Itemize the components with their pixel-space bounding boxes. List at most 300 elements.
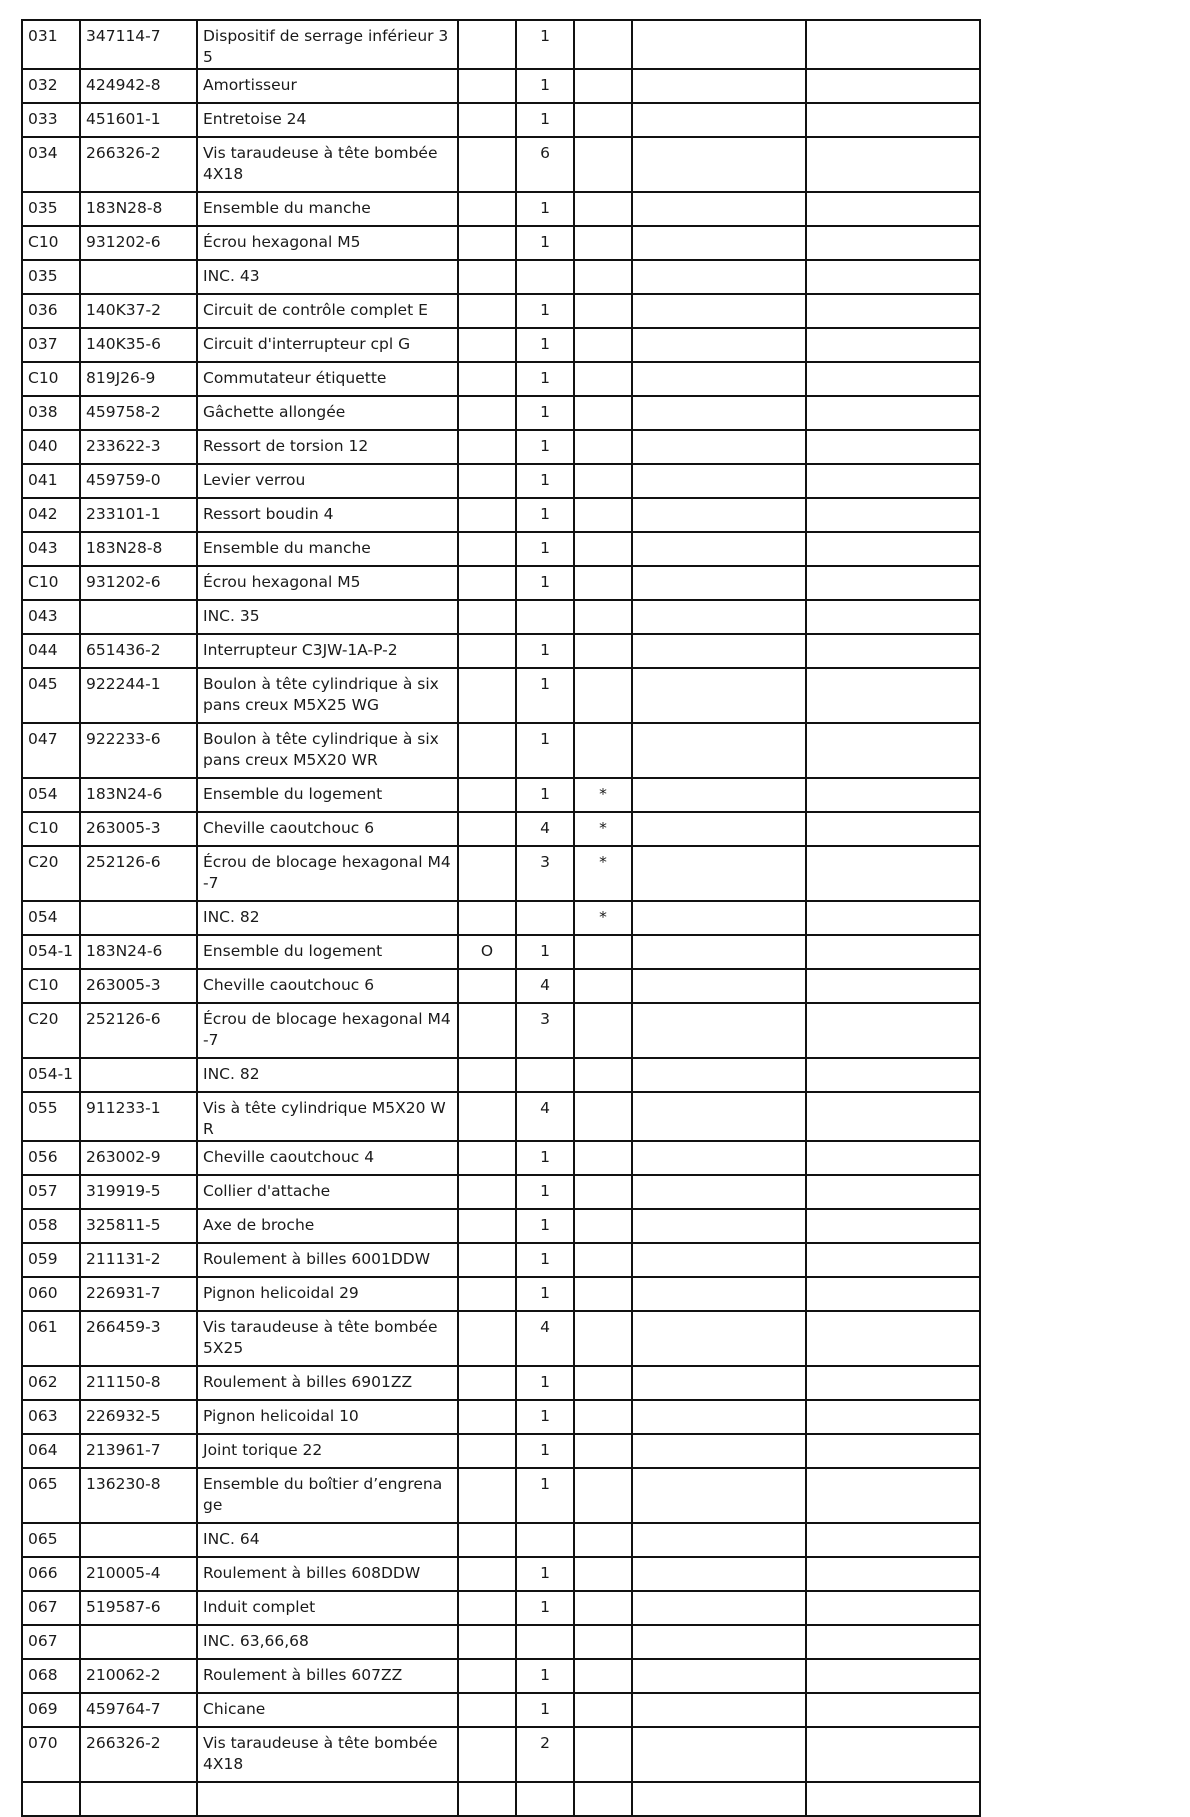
table-row [22, 1366, 980, 1400]
marker-cell [574, 1209, 632, 1243]
item-number-cell [22, 1782, 80, 1816]
marker-cell [574, 1366, 632, 1400]
empty-cell [806, 69, 980, 103]
option-flag-cell [458, 812, 516, 846]
item-number-cell: 059 [22, 1243, 80, 1277]
quantity-cell: 1 [516, 1366, 574, 1400]
item-number-cell: C10 [22, 226, 80, 260]
option-flag-cell [458, 1058, 516, 1092]
part-code-cell: 819J26-9 [80, 362, 197, 396]
empty-cell [632, 901, 806, 935]
empty-cell [632, 1727, 806, 1782]
quantity-cell: 1 [516, 668, 574, 723]
quantity-cell: 1 [516, 1434, 574, 1468]
empty-cell [806, 723, 980, 778]
empty-cell [632, 1209, 806, 1243]
empty-cell [632, 668, 806, 723]
quantity-cell: 1 [516, 294, 574, 328]
marker-cell [574, 1311, 632, 1366]
marker-cell [574, 1277, 632, 1311]
table-row [22, 634, 980, 668]
option-flag-cell [458, 1625, 516, 1659]
description-cell: Circuit d'interrupteur cpl G [197, 328, 458, 362]
marker-cell [574, 1782, 632, 1816]
option-flag-cell [458, 328, 516, 362]
marker-cell [574, 226, 632, 260]
option-flag-cell [458, 1434, 516, 1468]
empty-cell [806, 464, 980, 498]
empty-cell [632, 1591, 806, 1625]
table-row [22, 137, 980, 192]
item-number-cell: C10 [22, 969, 80, 1003]
option-flag-cell [458, 1003, 516, 1058]
option-flag-cell [458, 634, 516, 668]
option-flag-cell [458, 1693, 516, 1727]
description-cell: INC. 82 [197, 1058, 458, 1092]
marker-cell [574, 137, 632, 192]
marker-cell [574, 1468, 632, 1523]
empty-cell [632, 1277, 806, 1311]
empty-cell [632, 498, 806, 532]
description-cell: Ressort de torsion 12 [197, 430, 458, 464]
quantity-cell: 4 [516, 969, 574, 1003]
quantity-cell: 1 [516, 1277, 574, 1311]
option-flag-cell [458, 668, 516, 723]
part-code-cell: 183N24-6 [80, 935, 197, 969]
empty-cell [632, 1523, 806, 1557]
option-flag-cell [458, 1782, 516, 1816]
table-row [22, 566, 980, 600]
table-row [22, 812, 980, 846]
item-number-cell: 040 [22, 430, 80, 464]
empty-cell [632, 532, 806, 566]
empty-cell [632, 1659, 806, 1693]
part-code-cell: 347114-7 [80, 20, 197, 69]
parts-table-body [22, 20, 980, 1816]
empty-cell [806, 1434, 980, 1468]
empty-cell [806, 1625, 980, 1659]
part-code-cell: 211150-8 [80, 1366, 197, 1400]
marker-cell [574, 1591, 632, 1625]
quantity-cell: 1 [516, 1468, 574, 1523]
description-cell: Vis taraudeuse à tête bombée 5X25 [197, 1311, 458, 1366]
empty-cell [632, 1693, 806, 1727]
part-code-cell: 451601-1 [80, 103, 197, 137]
table-row [22, 1625, 980, 1659]
empty-cell [632, 1311, 806, 1366]
description-cell: Cheville caoutchouc 6 [197, 812, 458, 846]
item-number-cell: 065 [22, 1468, 80, 1523]
item-number-cell: C10 [22, 362, 80, 396]
empty-cell [632, 812, 806, 846]
table-row [22, 935, 980, 969]
quantity-cell [516, 1625, 574, 1659]
quantity-cell: 1 [516, 1400, 574, 1434]
quantity-cell: 1 [516, 20, 574, 69]
empty-cell [806, 1141, 980, 1175]
empty-cell [632, 1003, 806, 1058]
part-code-cell: 140K35-6 [80, 328, 197, 362]
marker-cell [574, 1523, 632, 1557]
option-flag-cell [458, 1557, 516, 1591]
part-code-cell: 263005-3 [80, 969, 197, 1003]
quantity-cell: 1 [516, 1141, 574, 1175]
empty-cell [632, 1400, 806, 1434]
description-cell [197, 1782, 458, 1816]
marker-cell [574, 1092, 632, 1141]
item-number-cell: 033 [22, 103, 80, 137]
part-code-cell: 140K37-2 [80, 294, 197, 328]
part-code-cell: 319919-5 [80, 1175, 197, 1209]
marker-cell [574, 20, 632, 69]
part-code-cell: 263005-3 [80, 812, 197, 846]
option-flag-cell: O [458, 935, 516, 969]
table-row [22, 901, 980, 935]
part-code-cell [80, 600, 197, 634]
option-flag-cell [458, 1400, 516, 1434]
item-number-cell: 067 [22, 1625, 80, 1659]
item-number-cell: C20 [22, 1003, 80, 1058]
quantity-cell [516, 901, 574, 935]
table-row [22, 1468, 980, 1523]
part-code-cell: 266326-2 [80, 1727, 197, 1782]
empty-cell [632, 1058, 806, 1092]
marker-cell: * [574, 778, 632, 812]
table-row [22, 430, 980, 464]
option-flag-cell [458, 1468, 516, 1523]
option-flag-cell [458, 464, 516, 498]
part-code-cell: 931202-6 [80, 226, 197, 260]
description-cell: INC. 64 [197, 1523, 458, 1557]
table-row [22, 1058, 980, 1092]
marker-cell [574, 498, 632, 532]
empty-cell [806, 294, 980, 328]
empty-cell [806, 137, 980, 192]
empty-cell [806, 1366, 980, 1400]
empty-cell [632, 723, 806, 778]
description-cell: Pignon helicoidal 10 [197, 1400, 458, 1434]
quantity-cell: 1 [516, 103, 574, 137]
item-number-cell: 064 [22, 1434, 80, 1468]
item-number-cell: 062 [22, 1366, 80, 1400]
empty-cell [632, 1625, 806, 1659]
quantity-cell: 1 [516, 498, 574, 532]
item-number-cell: 034 [22, 137, 80, 192]
description-cell: Cheville caoutchouc 4 [197, 1141, 458, 1175]
description-cell: INC. 63,66,68 [197, 1625, 458, 1659]
description-cell: Ensemble du boîtier d’engrenage [197, 1468, 458, 1523]
item-number-cell: 031 [22, 20, 80, 69]
option-flag-cell [458, 1092, 516, 1141]
description-cell: Vis taraudeuse à tête bombée 4X18 [197, 137, 458, 192]
option-flag-cell [458, 532, 516, 566]
empty-cell [806, 935, 980, 969]
empty-cell [806, 1557, 980, 1591]
quantity-cell: 1 [516, 634, 574, 668]
marker-cell [574, 260, 632, 294]
quantity-cell: 6 [516, 137, 574, 192]
quantity-cell [516, 600, 574, 634]
empty-cell [806, 192, 980, 226]
part-code-cell: 922244-1 [80, 668, 197, 723]
table-row [22, 778, 980, 812]
option-flag-cell [458, 362, 516, 396]
item-number-cell: 055 [22, 1092, 80, 1141]
empty-cell [806, 1693, 980, 1727]
item-number-cell: 035 [22, 260, 80, 294]
empty-cell [806, 1311, 980, 1366]
description-cell: Amortisseur [197, 69, 458, 103]
table-row [22, 846, 980, 901]
part-code-cell: 226932-5 [80, 1400, 197, 1434]
empty-cell [632, 634, 806, 668]
item-number-cell: 043 [22, 600, 80, 634]
table-row [22, 1141, 980, 1175]
description-cell: Axe de broche [197, 1209, 458, 1243]
part-code-cell [80, 1058, 197, 1092]
part-code-cell [80, 1523, 197, 1557]
marker-cell [574, 935, 632, 969]
description-cell: Pignon helicoidal 29 [197, 1277, 458, 1311]
part-code-cell: 210062-2 [80, 1659, 197, 1693]
quantity-cell: 3 [516, 846, 574, 901]
description-cell: Gâchette allongée [197, 396, 458, 430]
empty-cell [806, 901, 980, 935]
marker-cell [574, 1625, 632, 1659]
quantity-cell: 1 [516, 430, 574, 464]
empty-cell [632, 778, 806, 812]
table-row [22, 294, 980, 328]
table-row [22, 1693, 980, 1727]
item-number-cell: 044 [22, 634, 80, 668]
description-cell: Collier d'attache [197, 1175, 458, 1209]
description-cell: Ensemble du manche [197, 192, 458, 226]
table-row [22, 498, 980, 532]
item-number-cell: 054 [22, 778, 80, 812]
option-flag-cell [458, 600, 516, 634]
empty-cell [806, 362, 980, 396]
quantity-cell: 4 [516, 1092, 574, 1141]
part-code-cell: 183N24-6 [80, 778, 197, 812]
table-row [22, 1523, 980, 1557]
part-code-cell: 266326-2 [80, 137, 197, 192]
item-number-cell: 041 [22, 464, 80, 498]
empty-cell [806, 396, 980, 430]
option-flag-cell [458, 1523, 516, 1557]
item-number-cell: 037 [22, 328, 80, 362]
marker-cell [574, 1175, 632, 1209]
item-number-cell: C20 [22, 846, 80, 901]
option-flag-cell [458, 396, 516, 430]
item-number-cell: 063 [22, 1400, 80, 1434]
marker-cell [574, 1400, 632, 1434]
table-row [22, 103, 980, 137]
table-row [22, 328, 980, 362]
item-number-cell: 038 [22, 396, 80, 430]
empty-cell [806, 1092, 980, 1141]
part-code-cell: 233622-3 [80, 430, 197, 464]
empty-cell [632, 192, 806, 226]
part-code-cell [80, 1782, 197, 1816]
option-flag-cell [458, 294, 516, 328]
part-code-cell: 233101-1 [80, 498, 197, 532]
part-code-cell: 213961-7 [80, 1434, 197, 1468]
description-cell: Chicane [197, 1693, 458, 1727]
table-row [22, 1727, 980, 1782]
item-number-cell: 066 [22, 1557, 80, 1591]
quantity-cell [516, 1782, 574, 1816]
table-row [22, 1209, 980, 1243]
item-number-cell: C10 [22, 812, 80, 846]
empty-cell [632, 969, 806, 1003]
quantity-cell: 1 [516, 1591, 574, 1625]
marker-cell [574, 1693, 632, 1727]
marker-cell [574, 103, 632, 137]
empty-cell [806, 226, 980, 260]
marker-cell [574, 1141, 632, 1175]
option-flag-cell [458, 1659, 516, 1693]
empty-cell [806, 1523, 980, 1557]
table-row [22, 1782, 980, 1816]
description-cell: Écrou hexagonal M5 [197, 226, 458, 260]
empty-cell [632, 1782, 806, 1816]
empty-cell [806, 566, 980, 600]
option-flag-cell [458, 20, 516, 69]
item-number-cell: 060 [22, 1277, 80, 1311]
table-row [22, 1400, 980, 1434]
part-code-cell: 263002-9 [80, 1141, 197, 1175]
quantity-cell: 1 [516, 1693, 574, 1727]
empty-cell [806, 1468, 980, 1523]
description-cell: INC. 82 [197, 901, 458, 935]
marker-cell [574, 396, 632, 430]
parts-table [21, 19, 981, 1817]
table-row [22, 1591, 980, 1625]
quantity-cell: 1 [516, 723, 574, 778]
part-code-cell: 252126-6 [80, 1003, 197, 1058]
quantity-cell: 1 [516, 532, 574, 566]
marker-cell [574, 294, 632, 328]
quantity-cell [516, 1523, 574, 1557]
part-code-cell: 459764-7 [80, 1693, 197, 1727]
empty-cell [806, 634, 980, 668]
description-cell: Roulement à billes 607ZZ [197, 1659, 458, 1693]
description-cell: Écrou hexagonal M5 [197, 566, 458, 600]
quantity-cell: 1 [516, 566, 574, 600]
description-cell: Ensemble du logement [197, 935, 458, 969]
empty-cell [806, 1209, 980, 1243]
empty-cell [806, 1591, 980, 1625]
table-row [22, 532, 980, 566]
empty-cell [806, 103, 980, 137]
marker-cell [574, 532, 632, 566]
description-cell: INC. 43 [197, 260, 458, 294]
quantity-cell: 4 [516, 812, 574, 846]
quantity-cell: 1 [516, 192, 574, 226]
quantity-cell: 3 [516, 1003, 574, 1058]
empty-cell [632, 396, 806, 430]
marker-cell [574, 566, 632, 600]
empty-cell [632, 1175, 806, 1209]
option-flag-cell [458, 69, 516, 103]
marker-cell [574, 969, 632, 1003]
marker-cell [574, 1434, 632, 1468]
description-cell: Entretoise 24 [197, 103, 458, 137]
empty-cell [806, 846, 980, 901]
marker-cell [574, 723, 632, 778]
item-number-cell: 065 [22, 1523, 80, 1557]
part-code-cell: 252126-6 [80, 846, 197, 901]
empty-cell [632, 464, 806, 498]
quantity-cell: 4 [516, 1311, 574, 1366]
description-cell: Commutateur étiquette [197, 362, 458, 396]
item-number-cell: 047 [22, 723, 80, 778]
marker-cell [574, 668, 632, 723]
item-number-cell: 069 [22, 1693, 80, 1727]
option-flag-cell [458, 1277, 516, 1311]
marker-cell [574, 1058, 632, 1092]
empty-cell [632, 226, 806, 260]
part-code-cell [80, 901, 197, 935]
table-row [22, 723, 980, 778]
option-flag-cell [458, 192, 516, 226]
part-code-cell: 183N28-8 [80, 532, 197, 566]
quantity-cell: 1 [516, 1659, 574, 1693]
marker-cell [574, 1003, 632, 1058]
quantity-cell: 1 [516, 362, 574, 396]
table-row [22, 226, 980, 260]
marker-cell [574, 192, 632, 226]
empty-cell [806, 328, 980, 362]
empty-cell [806, 1782, 980, 1816]
item-number-cell: 070 [22, 1727, 80, 1782]
table-row [22, 20, 980, 69]
item-number-cell: 035 [22, 192, 80, 226]
part-code-cell: 136230-8 [80, 1468, 197, 1523]
empty-cell [632, 69, 806, 103]
table-row [22, 260, 980, 294]
marker-cell [574, 69, 632, 103]
table-row [22, 600, 980, 634]
marker-cell [574, 430, 632, 464]
description-cell: INC. 35 [197, 600, 458, 634]
part-code-cell: 911233-1 [80, 1092, 197, 1141]
description-cell: Dispositif de serrage inférieur 35 [197, 20, 458, 69]
quantity-cell: 1 [516, 328, 574, 362]
part-code-cell: 183N28-8 [80, 192, 197, 226]
description-cell: Induit complet [197, 1591, 458, 1625]
option-flag-cell [458, 1209, 516, 1243]
description-cell: Circuit de contrôle complet E [197, 294, 458, 328]
item-number-cell: 056 [22, 1141, 80, 1175]
empty-cell [806, 1003, 980, 1058]
item-number-cell: 054 [22, 901, 80, 935]
item-number-cell: 036 [22, 294, 80, 328]
option-flag-cell [458, 1311, 516, 1366]
empty-cell [806, 1659, 980, 1693]
quantity-cell: 1 [516, 935, 574, 969]
empty-cell [632, 935, 806, 969]
table-row [22, 1311, 980, 1366]
item-number-cell: C10 [22, 566, 80, 600]
option-flag-cell [458, 723, 516, 778]
description-cell: Roulement à billes 6901ZZ [197, 1366, 458, 1400]
option-flag-cell [458, 1591, 516, 1625]
marker-cell: * [574, 812, 632, 846]
empty-cell [632, 1434, 806, 1468]
description-cell: Boulon à tête cylindrique à six pans creux M5X20 WR [197, 723, 458, 778]
quantity-cell: 1 [516, 464, 574, 498]
